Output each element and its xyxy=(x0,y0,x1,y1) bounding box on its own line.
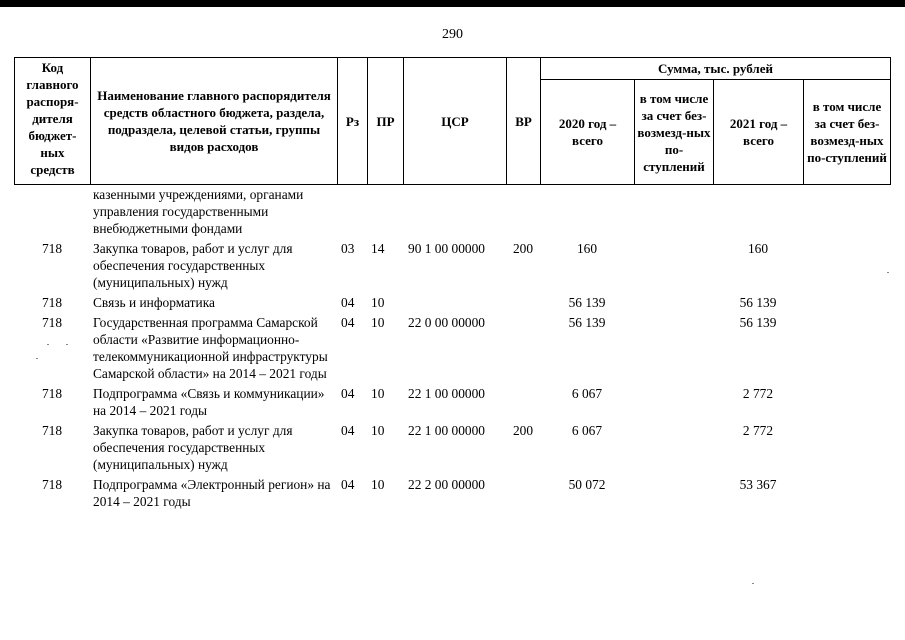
row-pr: 10 xyxy=(371,315,385,330)
row-sum-2020: 50 072 xyxy=(568,477,606,492)
row-name: Подпрограмма «Электронный регион» на 2014 – 2021 годы xyxy=(93,477,331,509)
row-free-2020 xyxy=(634,314,713,382)
row-pr: 10 xyxy=(371,386,385,401)
table-row xyxy=(14,294,890,311)
row-name: Подпрограмма «Связь и коммуникации» на 2014 – 2021 годы xyxy=(93,386,325,418)
scan-speck xyxy=(47,344,49,345)
row-code: 718 xyxy=(41,295,63,310)
header-2021-total: 2021 год – всего xyxy=(714,80,804,185)
table-row xyxy=(14,385,890,419)
row-sum-2021: 2 772 xyxy=(742,423,774,438)
table-row xyxy=(14,476,890,510)
row-free-2021 xyxy=(803,294,890,311)
row-name: Закупка товаров, работ и услуг для обеспечения государственных (муниципальных) нужд xyxy=(93,241,293,290)
row-sum-2020: 56 139 xyxy=(568,295,606,310)
header-vr: ВР xyxy=(507,58,541,185)
row-sum-2021: 53 367 xyxy=(739,477,777,492)
table-row xyxy=(14,186,890,237)
row-pr: 10 xyxy=(371,295,385,310)
row-pr: 10 xyxy=(371,477,385,492)
row-csr: 22 2 00 00000 xyxy=(408,477,485,492)
row-csr: 22 1 00 00000 xyxy=(408,386,485,401)
row-free-2020 xyxy=(634,186,713,237)
row-name: казенными учреждениями, органами управления государственными внебюджетными фондами xyxy=(93,187,304,236)
row-free-2020 xyxy=(634,294,713,311)
row-free-2021 xyxy=(803,314,890,382)
row-sum-2020: 56 139 xyxy=(568,315,606,330)
header-code: Код главного распоря-дителя бюджет-ных средств xyxy=(15,58,91,185)
row-code: 718 xyxy=(41,315,63,330)
table-row xyxy=(14,240,890,291)
table-row xyxy=(14,422,890,473)
row-sum-2021: 160 xyxy=(747,241,769,256)
row-csr xyxy=(403,294,506,311)
row-free-2020 xyxy=(634,240,713,291)
row-rz: 04 xyxy=(341,315,355,330)
row-vr xyxy=(506,314,540,382)
row-sum-2021: 2 772 xyxy=(742,386,774,401)
row-rz xyxy=(337,186,367,237)
row-code: 718 xyxy=(41,423,63,438)
row-vr xyxy=(506,476,540,510)
row-vr: 200 xyxy=(512,241,534,256)
row-csr: 22 1 00 00000 xyxy=(408,423,485,438)
row-name: Закупка товаров, работ и услуг для обеспечения государственных (муниципальных) нужд xyxy=(93,423,293,472)
row-vr xyxy=(506,294,540,311)
row-csr xyxy=(403,186,506,237)
header-rz: Рз xyxy=(338,58,368,185)
row-rz: 04 xyxy=(341,295,355,310)
top-border xyxy=(0,0,905,7)
header-pr: ПР xyxy=(368,58,404,185)
row-sum-2020 xyxy=(540,186,634,237)
table-body xyxy=(14,186,890,510)
row-code: 718 xyxy=(41,241,63,256)
scan-speck xyxy=(66,344,68,345)
row-sum-2021: 56 139 xyxy=(739,295,777,310)
row-pr xyxy=(367,186,403,237)
row-sum-2021: 56 139 xyxy=(739,315,777,330)
page-number: 290 xyxy=(442,27,463,42)
scan-speck xyxy=(887,272,889,273)
row-code: 718 xyxy=(41,386,63,401)
row-free-2020 xyxy=(634,422,713,473)
header-csr: ЦСР xyxy=(404,58,507,185)
row-code xyxy=(14,186,90,237)
header-2020-free: в том числе за счет без-возмезд-ных по-ступлений xyxy=(635,80,714,185)
row-sum-2020: 6 067 xyxy=(571,386,603,401)
header-sum: Сумма, тыс. рублей xyxy=(541,58,891,80)
scan-speck xyxy=(36,358,38,359)
row-free-2021 xyxy=(803,385,890,419)
row-rz: 04 xyxy=(341,386,355,401)
row-csr: 90 1 00 00000 xyxy=(408,241,485,256)
row-name: Связь и информатика xyxy=(93,295,215,310)
row-sum-2020: 160 xyxy=(576,241,598,256)
row-rz: 03 xyxy=(341,241,355,256)
row-free-2021 xyxy=(803,186,890,237)
table-row xyxy=(14,314,890,382)
row-name: Государственная программа Самарской области «Развитие информационно-телекоммуникационной инфраструктуры Самарской области» на 2014 – 2021 годы xyxy=(93,315,328,381)
row-free-2020 xyxy=(634,385,713,419)
header-2020-total: 2020 год – всего xyxy=(541,80,635,185)
row-code: 718 xyxy=(41,477,63,492)
row-sum-2021 xyxy=(713,186,803,237)
row-pr: 14 xyxy=(371,241,385,256)
row-rz: 04 xyxy=(341,423,355,438)
header-name: Наименование главного распорядителя средств областного бюджета, раздела, подраздела, целевой статьи, группы видов расходов xyxy=(91,58,338,185)
row-free-2021 xyxy=(803,240,890,291)
row-csr: 22 0 00 00000 xyxy=(408,315,485,330)
row-free-2021 xyxy=(803,476,890,510)
header-2021-free: в том числе за счет без-возмезд-ных по-ступлений xyxy=(804,80,891,185)
row-rz: 04 xyxy=(341,477,355,492)
row-vr: 200 xyxy=(512,423,534,438)
row-free-2021 xyxy=(803,422,890,473)
row-pr: 10 xyxy=(371,423,385,438)
row-vr xyxy=(506,385,540,419)
scan-speck xyxy=(752,583,754,584)
row-free-2020 xyxy=(634,476,713,510)
row-sum-2020: 6 067 xyxy=(571,423,603,438)
row-vr xyxy=(506,186,540,237)
table-header xyxy=(14,57,891,185)
